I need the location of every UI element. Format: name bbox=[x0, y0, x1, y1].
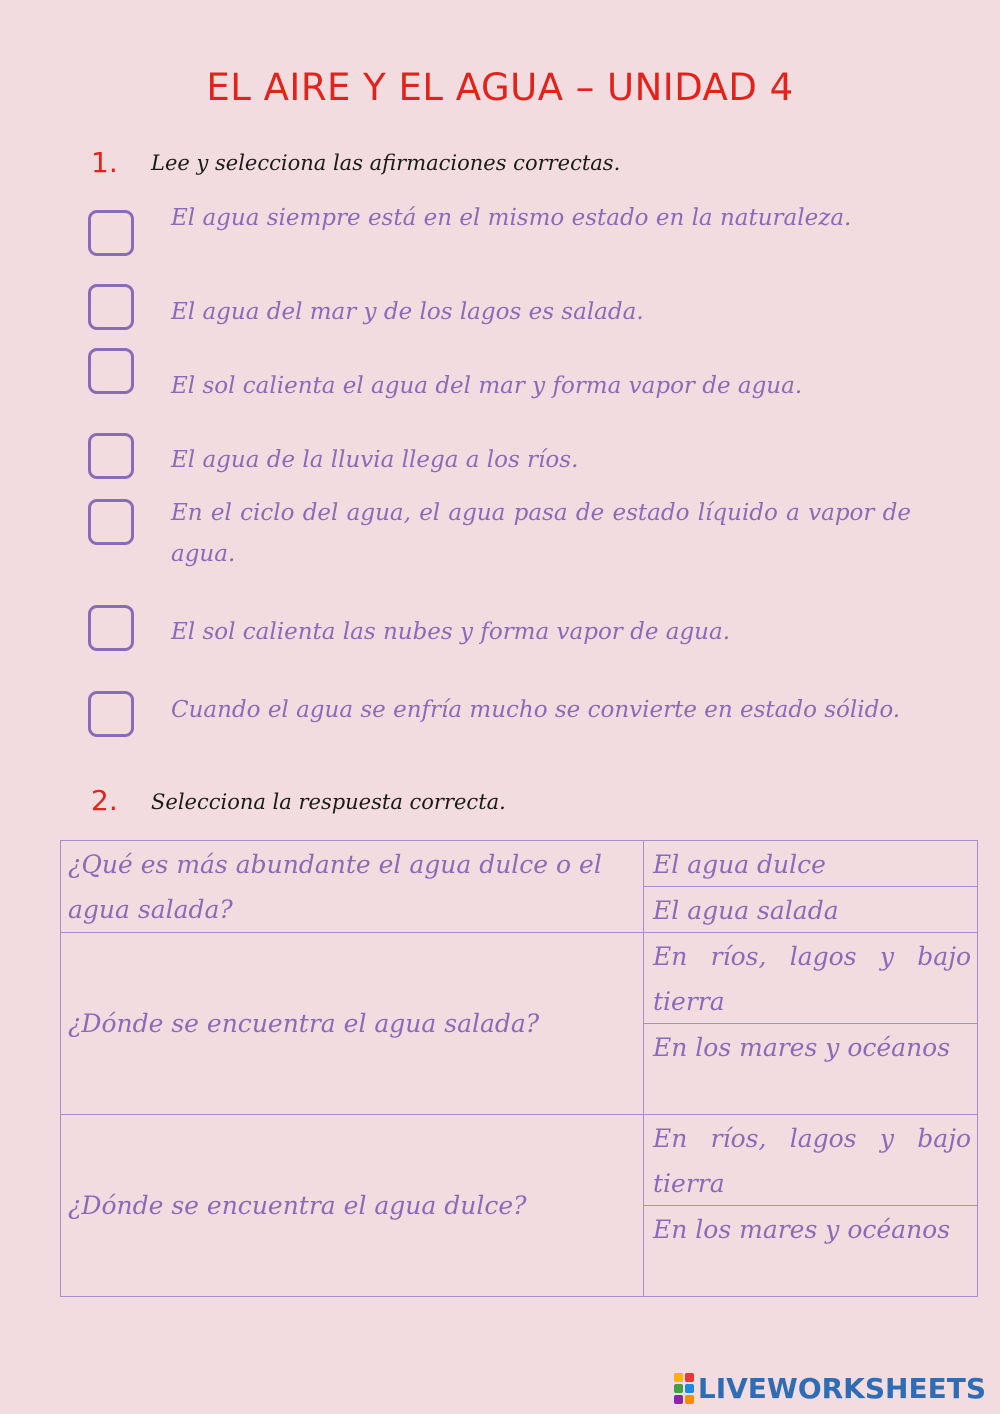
table-border-right bbox=[977, 840, 978, 1297]
statement-3-checkbox[interactable] bbox=[88, 348, 134, 394]
statement-5-text: En el ciclo del agua, el agua pasa de estado líquido a vapor de agua. bbox=[171, 500, 911, 567]
table-divider bbox=[60, 1114, 978, 1115]
liveworksheets-logo bbox=[674, 1372, 986, 1405]
statement-7-text: Cuando el agua se enfría mucho se convierte en estado sólido. bbox=[171, 697, 901, 723]
statement-5-checkbox[interactable] bbox=[88, 499, 134, 545]
table-row-1-option-1[interactable]: El agua dulce bbox=[653, 850, 826, 879]
table-row-2-question: ¿Dónde se encuentra el agua salada? bbox=[68, 1009, 540, 1038]
statement-6-text: El sol calienta las nubes y forma vapor de agua. bbox=[171, 619, 731, 645]
table-border-bottom bbox=[60, 1296, 978, 1297]
liveworksheets-logo-icon bbox=[674, 1373, 694, 1404]
statement-4-checkbox[interactable] bbox=[88, 433, 134, 479]
table-row-2-option-2[interactable]: En los mares y océanos bbox=[653, 1033, 951, 1062]
statement-4-text: El agua de la lluvia llega a los ríos. bbox=[171, 447, 579, 473]
table-border-left bbox=[60, 840, 61, 1297]
page-title: EL AIRE Y EL AGUA – UNIDAD 4 bbox=[206, 66, 794, 109]
statement-1-text: El agua siempre está en el mismo estado en la naturaleza. bbox=[171, 205, 852, 231]
table-row-1-option-2[interactable]: El agua salada bbox=[653, 896, 839, 925]
statement-2-text: El agua del mar y de los lagos es salada. bbox=[171, 299, 644, 325]
table-column-divider bbox=[643, 840, 644, 1297]
table-border-top bbox=[60, 840, 978, 841]
table-row-3-option-1[interactable]: En ríos, lagos y bajo tierra bbox=[653, 1124, 971, 1198]
table-row-3-question: ¿Dónde se encuentra el agua dulce? bbox=[68, 1191, 527, 1220]
question-1-number: 1. bbox=[91, 146, 118, 179]
table-row-2-option-1[interactable]: En ríos, lagos y bajo tierra bbox=[653, 942, 971, 1016]
table-row-1-question: ¿Qué es más abundante el agua dulce o el agua salada? bbox=[68, 850, 602, 924]
statement-1-checkbox[interactable] bbox=[88, 210, 134, 256]
liveworksheets-brand: LIVEWORKSHEETS bbox=[697, 1372, 986, 1405]
question-2-number: 2. bbox=[91, 784, 118, 817]
statement-2-checkbox[interactable] bbox=[88, 284, 134, 330]
statement-7-checkbox[interactable] bbox=[88, 691, 134, 737]
statement-3-text: El sol calienta el agua del mar y forma vapor de agua. bbox=[171, 373, 803, 399]
question-2-instruction: Selecciona la respuesta correcta. bbox=[151, 790, 506, 814]
statement-6-checkbox[interactable] bbox=[88, 605, 134, 651]
question-1-instruction: Lee y selecciona las afirmaciones correctas. bbox=[151, 151, 621, 175]
table-row-3-option-2[interactable]: En los mares y océanos bbox=[653, 1215, 951, 1244]
